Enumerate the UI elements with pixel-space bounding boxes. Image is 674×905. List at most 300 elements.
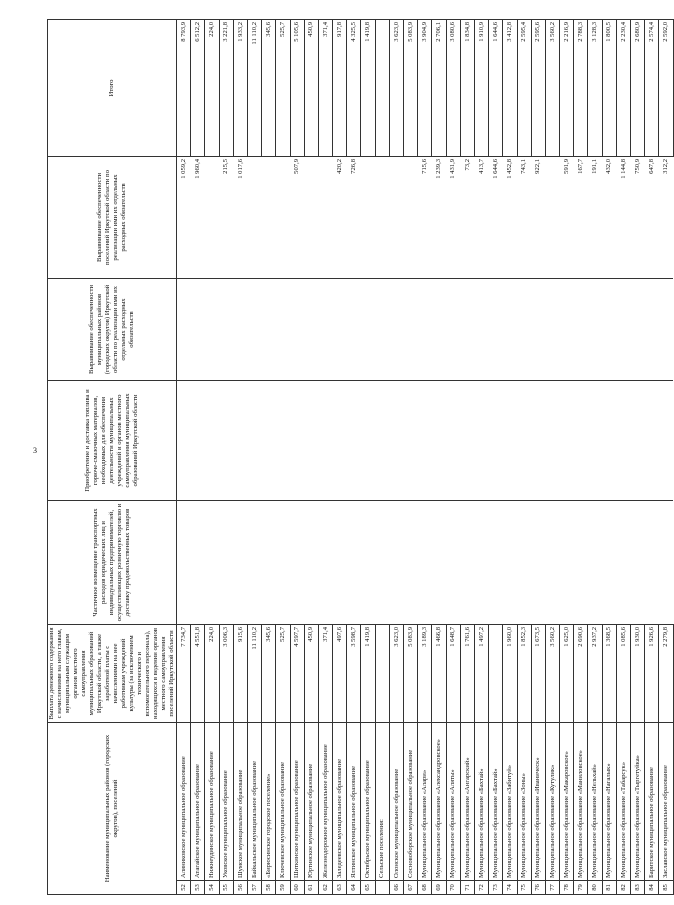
cell-salary: 915,6 — [233, 624, 247, 722]
cell-settlement-equalization: 73,2 — [460, 156, 474, 278]
row-number: 63 — [333, 881, 347, 895]
cell-fuel — [574, 380, 588, 500]
cell-transport — [389, 500, 403, 624]
row-name: Юртинское муниципальное образование — [304, 722, 318, 880]
cell-total: 11 110,2 — [247, 19, 261, 156]
cell-transport — [616, 500, 630, 624]
cell-total: 917,8 — [333, 19, 347, 156]
cell-total: 4 325,5 — [347, 19, 361, 156]
cell-transport — [347, 500, 361, 624]
cell-total: 3 128,3 — [588, 19, 602, 156]
cell-transport — [517, 500, 531, 624]
table-row — [474, 19, 488, 894]
cell-transport — [247, 500, 261, 624]
cell-settlement-equalization: 1 017,6 — [233, 156, 247, 278]
row-name: Муниципальное образование «Тыргетуйка» — [631, 722, 645, 880]
cell-transport — [191, 500, 205, 624]
cell-total: 2 788,3 — [574, 19, 588, 156]
cell-fuel — [645, 380, 659, 500]
cell-fuel — [347, 380, 361, 500]
table-sheet — [47, 20, 670, 895]
cell-settlement-equalization — [304, 156, 318, 278]
cell-district-equalization — [545, 278, 559, 380]
row-name: Муниципальное образование «Кутулик» — [545, 722, 559, 880]
row-number: 71 — [460, 881, 474, 895]
cell-settlement-equalization — [361, 156, 375, 278]
cell-fuel — [588, 380, 602, 500]
cell-transport — [177, 500, 191, 624]
table-row — [205, 19, 219, 894]
cell-transport — [304, 500, 318, 624]
cell-district-equalization — [418, 278, 432, 380]
table-row — [574, 19, 588, 894]
cell-total: 8 793,9 — [177, 19, 191, 156]
cell-transport — [404, 500, 418, 624]
row-number: 82 — [616, 881, 630, 895]
cell-fuel — [361, 380, 375, 500]
cell-district-equalization — [460, 278, 474, 380]
cell-settlement-equalization: 432,0 — [602, 156, 616, 278]
column-header-fuel: Приобретение и доставка топлива и горюче-смазочных материалов, необходимых для обеспечения деятельности муниципальных учреждений и органов местного самоуправления муниципальных образований Иркутской области — [48, 380, 177, 500]
row-name: Муниципальное образование «Зоны» — [517, 722, 531, 880]
cell-total: 5 105,6 — [290, 19, 304, 156]
table-row — [545, 19, 559, 894]
cell-total: 1 644,6 — [489, 19, 503, 156]
row-name: Муниципальное образование «Бахтай» — [474, 722, 488, 880]
cell-transport — [588, 500, 602, 624]
table-row — [262, 19, 276, 894]
cell-transport — [205, 500, 219, 624]
column-header-transport: Частичное возмещение транспортных расходов юридических лиц и индивидуальных предпринимателей, осуществляющих розничную торговлю и доставку продовольственных товаров — [48, 500, 177, 624]
cell-fuel — [247, 380, 261, 500]
cell-total: 1 933,2 — [233, 19, 247, 156]
cell-total: 2 680,9 — [631, 19, 645, 156]
row-name: Заледеевское муниципальное образование — [333, 722, 347, 880]
cell-settlement-equalization — [205, 156, 219, 278]
cell-settlement-equalization: 1 059,2 — [177, 156, 191, 278]
cell-total: 450,9 — [304, 19, 318, 156]
cell-salary: 1 419,8 — [361, 624, 375, 722]
cell-transport — [602, 500, 616, 624]
cell-settlement-equalization — [404, 156, 418, 278]
cell-district-equalization — [375, 278, 389, 380]
row-name: Уковское муниципальное образование — [219, 722, 233, 880]
cell-salary: 1 761,6 — [460, 624, 474, 722]
cell-district-equalization — [474, 278, 488, 380]
cell-transport — [560, 500, 574, 624]
table-row — [233, 19, 247, 894]
row-number: 83 — [631, 881, 645, 895]
cell-settlement-equalization — [276, 156, 290, 278]
cell-salary: 3 560,2 — [545, 624, 559, 722]
cell-total: 1 834,8 — [460, 19, 474, 156]
cell-settlement-equalization: 191,1 — [588, 156, 602, 278]
cell-district-equalization — [262, 278, 276, 380]
cell-total: 2 574,4 — [645, 19, 659, 156]
cell-salary: 5 083,9 — [404, 624, 418, 722]
table-row — [631, 19, 645, 894]
cell-district-equalization — [517, 278, 531, 380]
cell-salary: 1 960,0 — [503, 624, 517, 722]
cell-salary: 371,4 — [318, 624, 332, 722]
row-name: Заславское муниципальное образование — [659, 722, 673, 880]
cell-salary — [375, 624, 389, 722]
table-row — [503, 19, 517, 894]
row-number: 72 — [474, 881, 488, 895]
cell-settlement-equalization — [262, 156, 276, 278]
row-number: 79 — [574, 881, 588, 895]
cell-salary: 7 734,7 — [177, 624, 191, 722]
cell-transport — [659, 500, 673, 624]
row-name: Железнодорожное муниципальное образование — [318, 722, 332, 880]
column-header-settlement-equalization: Выравнивание обеспеченности поселений Иркутской области по реализации ими их отдельных расходных обязательств — [48, 156, 177, 278]
cell-district-equalization — [659, 278, 673, 380]
cell-district-equalization — [645, 278, 659, 380]
cell-district-equalization — [304, 278, 318, 380]
cell-fuel — [304, 380, 318, 500]
cell-fuel — [631, 380, 645, 500]
cell-transport — [503, 500, 517, 624]
row-number: 67 — [404, 881, 418, 895]
rotated-table-area — [47, 20, 670, 895]
cell-settlement-equalization: 167,7 — [574, 156, 588, 278]
cell-transport — [262, 500, 276, 624]
cell-fuel — [290, 380, 304, 500]
cell-district-equalization — [347, 278, 361, 380]
row-name: Муниципальное образование «Бахтай» — [489, 722, 503, 880]
row-name: «Бирюсинское городское поселение» — [262, 722, 276, 880]
cell-salary: 497,6 — [333, 624, 347, 722]
row-name: Аляниковское муниципальное образование — [177, 722, 191, 880]
row-number: 66 — [389, 881, 403, 895]
cell-fuel — [318, 380, 332, 500]
cell-transport — [531, 500, 545, 624]
row-name: Октябрьское муниципальное образование — [361, 722, 375, 880]
cell-fuel — [560, 380, 574, 500]
cell-total — [375, 19, 389, 156]
cell-fuel — [616, 380, 630, 500]
cell-transport — [446, 500, 460, 624]
cell-total: 3 080,6 — [446, 19, 460, 156]
column-header-name: Наименование муниципальных районов (городских округов), поселений — [48, 722, 177, 894]
row-name: Муниципальное образование «Ангарский» — [460, 722, 474, 880]
cell-salary: 1 673,5 — [531, 624, 545, 722]
cell-settlement-equalization — [389, 156, 403, 278]
cell-salary: 1 648,7 — [446, 624, 460, 722]
cell-settlement-equalization: 1 960,4 — [191, 156, 205, 278]
cell-transport — [574, 500, 588, 624]
row-number: 55 — [219, 881, 233, 895]
cell-district-equalization — [489, 278, 503, 380]
cell-fuel — [432, 380, 446, 500]
cell-total: 3 904,9 — [418, 19, 432, 156]
cell-settlement-equalization: 1 431,9 — [446, 156, 460, 278]
table-row — [333, 19, 347, 894]
cell-settlement-equalization: 1 452,8 — [503, 156, 517, 278]
cell-settlement-equalization: 591,9 — [560, 156, 574, 278]
row-number: 73 — [489, 881, 503, 895]
cell-settlement-equalization: 312,2 — [659, 156, 673, 278]
cell-total: 345,6 — [262, 19, 276, 156]
cell-settlement-equalization: 743,1 — [517, 156, 531, 278]
row-number: 54 — [205, 881, 219, 895]
cell-total: 3 221,8 — [219, 19, 233, 156]
cell-total: 2 592,0 — [659, 19, 673, 156]
cell-fuel — [219, 380, 233, 500]
cell-settlement-equalization: 1 239,3 — [432, 156, 446, 278]
cell-fuel — [262, 380, 276, 500]
row-number: 59 — [276, 881, 290, 895]
cell-total: 2 595,4 — [517, 19, 531, 156]
cell-fuel — [375, 380, 389, 500]
cell-transport — [318, 500, 332, 624]
cell-district-equalization — [446, 278, 460, 380]
cell-total: 6 512,2 — [191, 19, 205, 156]
cell-district-equalization — [276, 278, 290, 380]
cell-fuel — [659, 380, 673, 500]
cell-total: 1 910,9 — [474, 19, 488, 156]
row-name: Муниципальное образование «Нельхай» — [588, 722, 602, 880]
row-name: Муниципальное образование «Александровское» — [432, 722, 446, 880]
cell-district-equalization — [389, 278, 403, 380]
cell-salary: 1 625,0 — [560, 624, 574, 722]
table-row — [304, 19, 318, 894]
cell-fuel — [177, 380, 191, 500]
cell-total: 224,0 — [205, 19, 219, 156]
table-row — [517, 19, 531, 894]
row-name: Баритское муниципальное образование — [645, 722, 659, 880]
cell-settlement-equalization — [247, 156, 261, 278]
table-row — [219, 19, 233, 894]
cell-settlement-equalization — [375, 156, 389, 278]
row-name: Муниципальное образование «Маниловское» — [574, 722, 588, 880]
row-number: 60 — [290, 881, 304, 895]
row-name: Муниципальное образование «Иваническ» — [531, 722, 545, 880]
cell-total: 5 083,9 — [404, 19, 418, 156]
cell-district-equalization — [531, 278, 545, 380]
cell-salary: 224,0 — [205, 624, 219, 722]
cell-settlement-equalization: 215,5 — [219, 156, 233, 278]
cell-salary: 3 598,7 — [347, 624, 361, 722]
row-name: Ялтинское муниципальное образование — [347, 722, 361, 880]
cell-salary: 1 085,6 — [616, 624, 630, 722]
cell-salary: 1 368,5 — [602, 624, 616, 722]
cell-salary: 345,6 — [262, 624, 276, 722]
cell-district-equalization — [574, 278, 588, 380]
row-name: Муниципальное образование «Аляты» — [446, 722, 460, 880]
cell-total: 2 595,6 — [531, 19, 545, 156]
cell-salary: 1 852,3 — [517, 624, 531, 722]
row-name: Сосновоборское муниципальное образование — [404, 722, 418, 880]
cell-fuel — [517, 380, 531, 500]
cell-settlement-equalization: 922,1 — [531, 156, 545, 278]
cell-fuel — [531, 380, 545, 500]
cell-fuel — [545, 380, 559, 500]
row-number: 81 — [602, 881, 616, 895]
cell-settlement-equalization: 715,6 — [418, 156, 432, 278]
cell-district-equalization — [318, 278, 332, 380]
cell-district-equalization — [560, 278, 574, 380]
cell-district-equalization — [432, 278, 446, 380]
row-number: 62 — [318, 881, 332, 895]
cell-fuel — [276, 380, 290, 500]
row-number: 56 — [233, 881, 247, 895]
cell-transport — [361, 500, 375, 624]
cell-fuel — [404, 380, 418, 500]
table-row — [531, 19, 545, 894]
table-row — [645, 19, 659, 894]
cell-transport — [290, 500, 304, 624]
cell-salary: 1 930,0 — [631, 624, 645, 722]
cell-fuel — [460, 380, 474, 500]
cell-total: 2 706,1 — [432, 19, 446, 156]
table-row — [659, 19, 673, 894]
row-number: 68 — [418, 881, 432, 895]
cell-fuel — [503, 380, 517, 500]
cell-total: 2 230,4 — [616, 19, 630, 156]
cell-settlement-equalization — [545, 156, 559, 278]
cell-fuel — [191, 380, 205, 500]
cell-district-equalization — [616, 278, 630, 380]
cell-salary: 3 623,0 — [389, 624, 403, 722]
cell-fuel — [389, 380, 403, 500]
cell-district-equalization — [503, 278, 517, 380]
cell-salary: 450,9 — [304, 624, 318, 722]
row-name: Муниципальное образование «Алари» — [418, 722, 432, 880]
cell-salary: 525,7 — [276, 624, 290, 722]
cell-fuel — [418, 380, 432, 500]
cell-fuel — [602, 380, 616, 500]
cell-district-equalization — [191, 278, 205, 380]
cell-transport — [474, 500, 488, 624]
row-number: 70 — [446, 881, 460, 895]
row-name: Муниципальное образование «Нагалык» — [602, 722, 616, 880]
row-number: 75 — [517, 881, 531, 895]
cell-salary: 2 279,8 — [659, 624, 673, 722]
cell-settlement-equalization: 507,9 — [290, 156, 304, 278]
table-row — [616, 19, 630, 894]
row-number: 64 — [347, 881, 361, 895]
table-row — [432, 19, 446, 894]
cell-district-equalization — [247, 278, 261, 380]
row-number: 76 — [531, 881, 545, 895]
cell-total: 1 419,8 — [361, 19, 375, 156]
row-number — [375, 881, 389, 895]
cell-settlement-equalization: 1 144,8 — [616, 156, 630, 278]
row-name: Олонское муниципальное образование — [389, 722, 403, 880]
table-header-row — [48, 19, 177, 894]
cell-district-equalization — [404, 278, 418, 380]
cell-total: 1 800,5 — [602, 19, 616, 156]
table-row — [247, 19, 261, 894]
table-row — [318, 19, 332, 894]
cell-salary: 3 006,3 — [219, 624, 233, 722]
table-row — [191, 19, 205, 894]
cell-total: 371,4 — [318, 19, 332, 156]
page-number: 3 — [33, 446, 37, 455]
row-name: Байкальское муниципальное образование — [247, 722, 261, 880]
cell-fuel — [489, 380, 503, 500]
row-number: 52 — [177, 881, 191, 895]
cell-salary: 2 937,2 — [588, 624, 602, 722]
row-name: Муниципальное образование «Забитуй» — [503, 722, 517, 880]
cell-transport — [276, 500, 290, 624]
cell-total: 3 412,8 — [503, 19, 517, 156]
row-name: Сельские поселения: — [375, 722, 389, 880]
cell-transport — [375, 500, 389, 624]
cell-transport — [489, 500, 503, 624]
cell-salary: 3 189,3 — [418, 624, 432, 722]
cell-transport — [645, 500, 659, 624]
row-number: 58 — [262, 881, 276, 895]
row-number: 53 — [191, 881, 205, 895]
cell-total: 3 623,0 — [389, 19, 403, 156]
cell-district-equalization — [588, 278, 602, 380]
cell-transport — [418, 500, 432, 624]
row-number: 65 — [361, 881, 375, 895]
cell-total: 525,7 — [276, 19, 290, 156]
table-row — [347, 19, 361, 894]
cell-salary: 4 551,8 — [191, 624, 205, 722]
table-row — [418, 19, 432, 894]
cell-transport — [333, 500, 347, 624]
row-name: Ключевское муниципальное образование — [276, 722, 290, 880]
row-number: 69 — [432, 881, 446, 895]
cell-transport — [460, 500, 474, 624]
cell-settlement-equalization: 750,9 — [631, 156, 645, 278]
row-name: Муниципальное образование «Табарсук» — [616, 722, 630, 880]
cell-salary — [489, 624, 503, 722]
table-row — [290, 19, 304, 894]
cell-total: 3 560,2 — [545, 19, 559, 156]
cell-fuel — [333, 380, 347, 500]
row-name: Муниципальное образование «Макаровское» — [560, 722, 574, 880]
column-header-salary: Выплата денежного содержания с начислениями на него главам, муниципальным служащим органов местного самоуправления муниципальных образований Иркутской области, а также заработной платы с начислениями на нее работникам учреждений культуры (за исключением технического и вспомогательного персонала), находящихся в ведении органов местного самоуправления поселений Иркутской области — [48, 624, 177, 722]
cell-district-equalization — [233, 278, 247, 380]
cell-settlement-equalization: 420,2 — [333, 156, 347, 278]
cell-transport — [631, 500, 645, 624]
cell-salary: 11 110,2 — [247, 624, 261, 722]
column-header-total: Итого — [48, 19, 177, 156]
cell-salary: 1 497,2 — [474, 624, 488, 722]
table-row — [602, 19, 616, 894]
cell-district-equalization — [602, 278, 616, 380]
table-row — [404, 19, 418, 894]
cell-transport — [545, 500, 559, 624]
row-number: 84 — [645, 881, 659, 895]
budget-distribution-table — [47, 19, 674, 895]
table-row — [588, 19, 602, 894]
row-number: 77 — [545, 881, 559, 895]
row-name: Атагайское муниципальное образование — [191, 722, 205, 880]
cell-settlement-equalization: 647,8 — [645, 156, 659, 278]
table-row — [560, 19, 574, 894]
cell-district-equalization — [361, 278, 375, 380]
cell-transport — [432, 500, 446, 624]
row-number: 57 — [247, 881, 261, 895]
cell-settlement-equalization: 413,7 — [474, 156, 488, 278]
cell-settlement-equalization: 726,8 — [347, 156, 361, 278]
row-name: Шумское муниципальное образование — [233, 722, 247, 880]
table-row — [375, 19, 389, 894]
cell-transport — [219, 500, 233, 624]
table-row — [489, 19, 503, 894]
cell-fuel — [446, 380, 460, 500]
cell-transport — [233, 500, 247, 624]
cell-district-equalization — [219, 278, 233, 380]
cell-district-equalization — [333, 278, 347, 380]
cell-district-equalization — [631, 278, 645, 380]
